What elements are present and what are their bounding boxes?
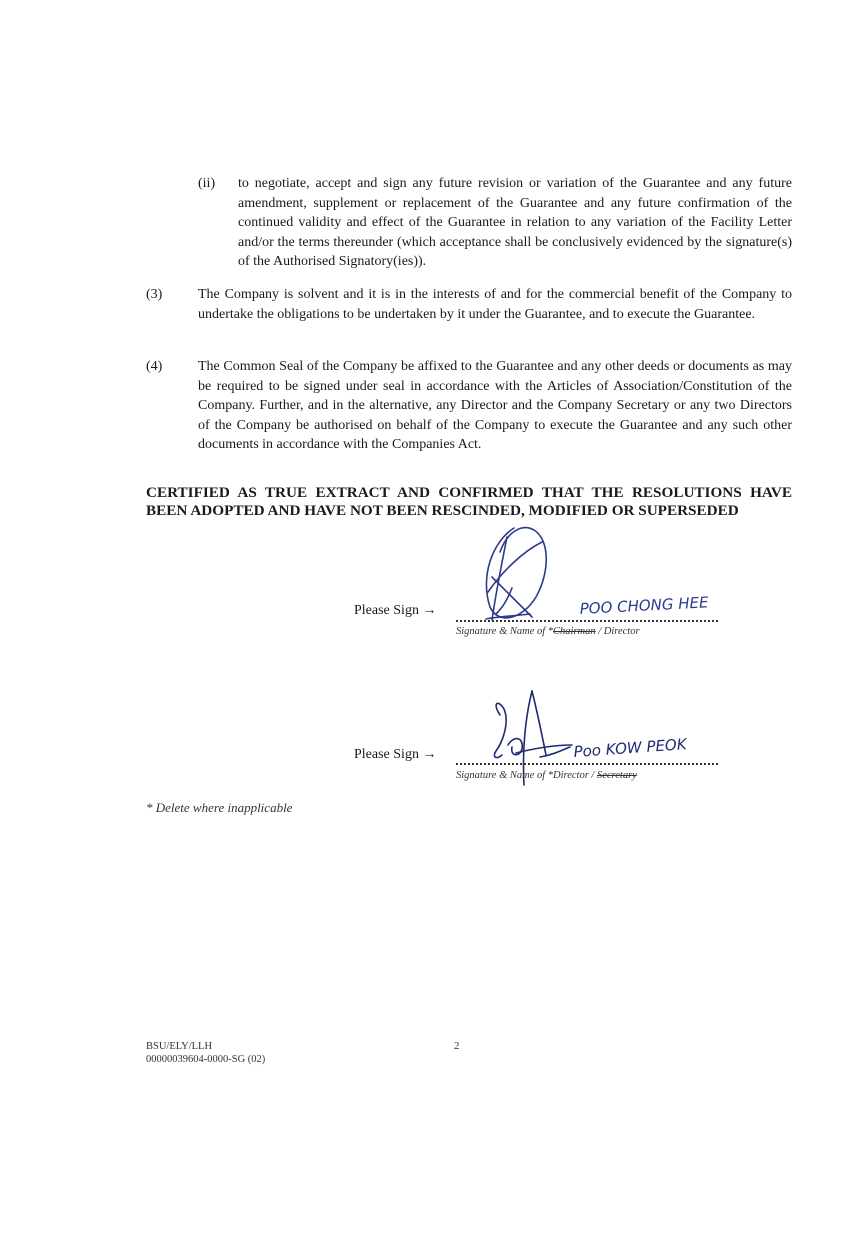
footer-reference-line-2: 00000039604-0000-SG (02) — [146, 1054, 266, 1065]
signature-caption: Signature & Name of *Chairman / Director — [456, 626, 640, 637]
svg-text:Poo KOW PEOK: Poo KOW PEOK — [573, 735, 688, 761]
please-sign-label: Please Sign → — [354, 747, 437, 762]
clause-3-text: The Company is solvent and it is in the interests of and for the commercial benefit of the Company to undertake the obligations to be undertaken by it under the Guarantee, and to execute the Guarantee. — [198, 287, 792, 322]
handwritten-signature-2 — [452, 685, 732, 800]
certification-heading: CERTIFIED AS TRUE EXTRACT AND CONFIRMED THAT THE RESOLUTIONS HAVE BEEN ADOPTED AND HAVE NOT BEEN RESCINDED, MODIFIED OR SUPERSEDED — [146, 484, 792, 519]
page-number: 2 — [454, 1040, 460, 1052]
signature-block-chairman-director — [352, 522, 792, 652]
clause-3-number: (3) — [146, 287, 163, 302]
signature-block-director-secretary — [352, 685, 792, 795]
clause-ii-number: (ii) — [198, 176, 216, 191]
delete-note: * Delete where inapplicable — [146, 800, 293, 815]
svg-text:POO CHONG HEE: POO CHONG HEE — [579, 593, 709, 618]
clause-4 — [146, 357, 792, 455]
clause-ii — [198, 174, 792, 272]
clause-4-number: (4) — [146, 359, 163, 374]
signature-line — [456, 620, 718, 622]
clause-3 — [146, 285, 792, 324]
footer-reference — [146, 1040, 265, 1066]
clause-4-text: The Common Seal of the Company be affixed to the Guarantee and any other deeds or documents as may be required to be signed under seal in accordance with the Articles of Association/Constitution of the Company. Further, and in the alternative, any Director and the Company Secretary or any two Directors of the Company be authorised on behalf of the Company to execute the Guarantee and any such other documents in accordance with the Companies Act. — [198, 359, 792, 453]
signature-line — [456, 763, 718, 765]
signature-caption: Signature & Name of *Director / Secretary — [456, 770, 637, 781]
clause-ii-text: to negotiate, accept and sign any future revision or variation of the Guarantee and any future amendment, supplement or replacement of the Guarantee and any future confirmation of the continued validity and effect of the Guarantee in relation to any variation of the Facility Letter and/or the terms thereunder (which acceptance shall be conclusively evidenced by the signature(s) of the Authorised Signatory(ies)). — [238, 176, 792, 270]
please-sign-label: Please Sign → — [354, 603, 437, 618]
footer-reference-line-1: BSU/ELY/LLH — [146, 1041, 213, 1052]
